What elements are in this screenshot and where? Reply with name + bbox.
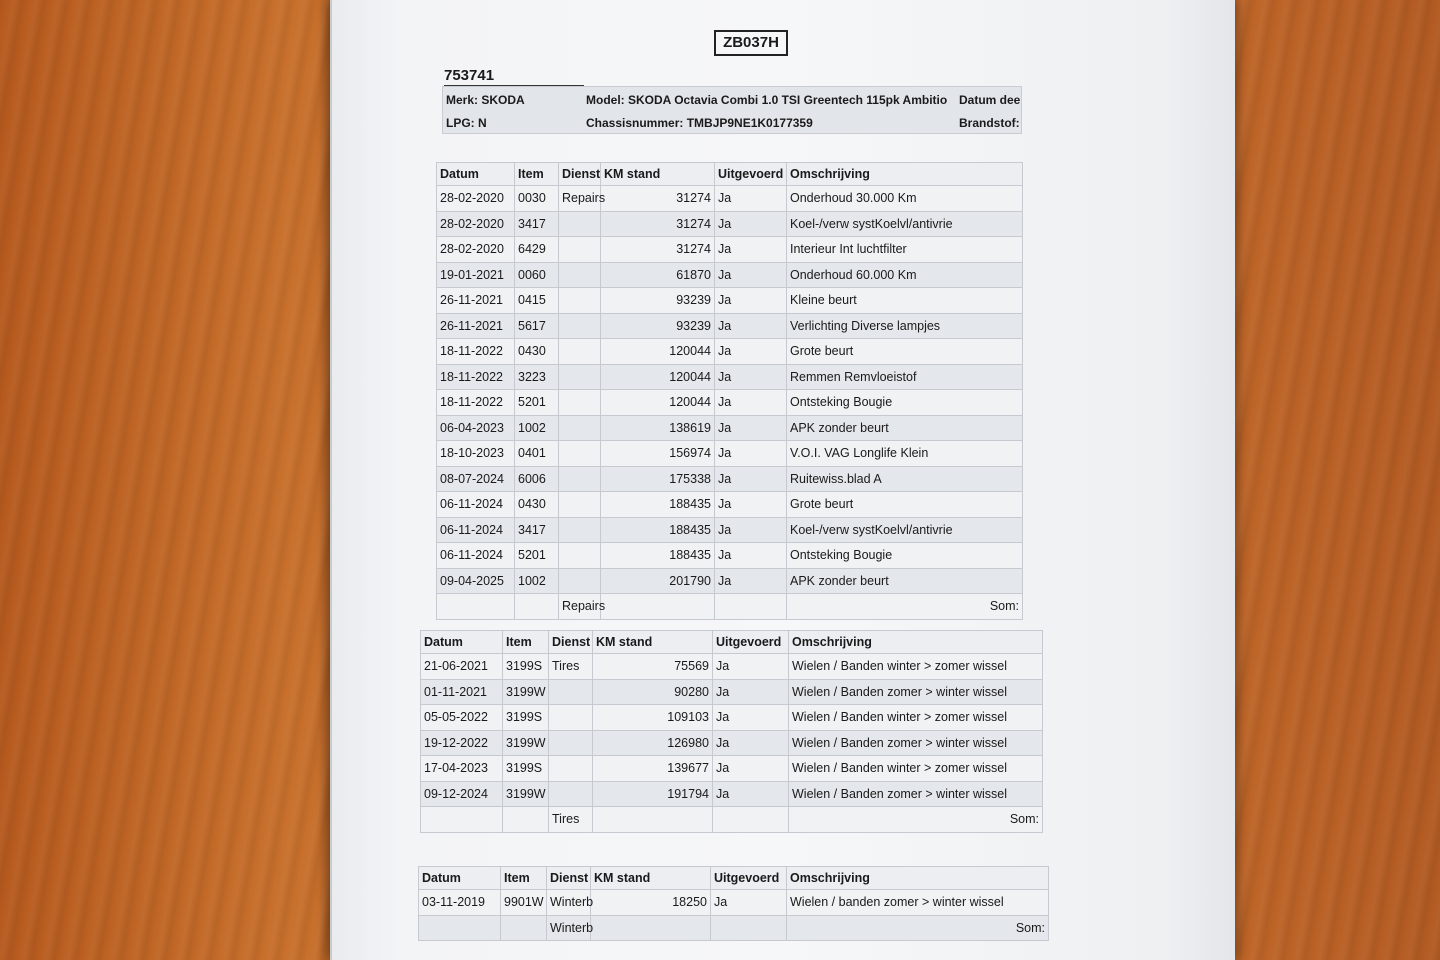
cell-description: Interieur Int luchtfilter [787,237,1023,263]
cell-date: 03-11-2019 [419,890,501,916]
cell-date: 21-06-2021 [421,654,503,680]
cell-km: 90280 [593,679,713,705]
cell-date: 06-11-2024 [437,543,515,569]
footer-service-total: Repairs [559,594,601,620]
service-record-sheet [330,0,1235,960]
cell-done: Ja [715,415,787,441]
cell-done: Ja [715,313,787,339]
cell-done: Ja [711,890,787,916]
cell-item: 3223 [515,364,559,390]
cell-service [559,339,601,365]
cell-done: Ja [713,654,789,680]
column-header-service: Dienst [547,867,591,890]
cell-item: 3199W [503,781,549,807]
column-header-km: KM stand [593,631,713,654]
table-row [437,364,1023,390]
cell-description: Ontsteking Bougie [787,390,1023,416]
column-header-service: Dienst [549,631,593,654]
table-row [437,211,1023,237]
cell-date: 01-11-2021 [421,679,503,705]
table-row [437,415,1023,441]
column-header-km: KM stand [591,867,711,890]
table-row [437,390,1023,416]
footer-service-total: Winterb [547,915,591,941]
cell-km: 120044 [601,390,715,416]
cell-description: APK zonder beurt [787,415,1023,441]
cell-description: Wielen / Banden winter > zomer wissel [789,654,1043,680]
cell-done: Ja [715,466,787,492]
cell-item: 3417 [515,517,559,543]
cell-service [549,756,593,782]
cell-km: 75569 [593,654,713,680]
table-row [437,543,1023,569]
footer-empty-cell [591,915,711,941]
cell-date: 28-02-2020 [437,211,515,237]
cell-description: Kleine beurt [787,288,1023,314]
cell-km: 188435 [601,492,715,518]
table-row [437,339,1023,365]
cell-service [559,492,601,518]
cell-item: 3417 [515,211,559,237]
table-row [437,288,1023,314]
cell-km: 175338 [601,466,715,492]
cell-service: Repairs [559,186,601,212]
column-header-km: KM stand [601,163,715,186]
cell-description: Koel-/verw systKoelvl/antivrie [787,517,1023,543]
vehicle-header [442,86,1022,134]
cell-description: Ontsteking Bougie [787,543,1023,569]
cell-description: Koel-/verw systKoelvl/antivrie [787,211,1023,237]
cell-item: 0060 [515,262,559,288]
column-header-description: Omschrijving [787,163,1023,186]
cell-date: 05-05-2022 [421,705,503,731]
cell-item: 1002 [515,415,559,441]
merk-field: Merk: SKODA [446,93,525,107]
footer-empty-cell [601,594,715,620]
table-footer-row [437,594,1023,620]
cell-date: 09-12-2024 [421,781,503,807]
license-plate: ZB037H [714,30,788,56]
table-header-row [437,163,1023,186]
cell-done: Ja [715,441,787,467]
table-row [437,568,1023,594]
table-footer-row [419,915,1049,941]
cell-service [549,781,593,807]
table-footer-row [421,807,1043,833]
table-row [437,492,1023,518]
cell-date: 18-11-2022 [437,364,515,390]
cell-description: Grote beurt [787,492,1023,518]
cell-done: Ja [715,364,787,390]
cell-service: Tires [549,654,593,680]
cell-done: Ja [715,211,787,237]
cell-date: 28-02-2020 [437,237,515,263]
table-row [437,237,1023,263]
table-row [437,466,1023,492]
cell-description: Onderhoud 60.000 Km [787,262,1023,288]
repairs-table [436,162,1023,620]
cell-done: Ja [715,262,787,288]
cell-done: Ja [713,756,789,782]
cell-item: 3199S [503,654,549,680]
footer-empty-cell [503,807,549,833]
cell-date: 26-11-2021 [437,313,515,339]
cell-item: 0430 [515,339,559,365]
table-row [419,890,1049,916]
cell-km: 61870 [601,262,715,288]
cell-service [559,415,601,441]
table-row [437,262,1023,288]
cell-item: 3199W [503,679,549,705]
cell-done: Ja [715,568,787,594]
footer-sum-label: Som: [789,807,1043,833]
cell-km: 120044 [601,364,715,390]
column-header-item: Item [503,631,549,654]
footer-empty-cell [437,594,515,620]
cell-km: 188435 [601,517,715,543]
column-header-description: Omschrijving [789,631,1043,654]
cell-item: 3199W [503,730,549,756]
cell-description: Ruitewiss.blad A [787,466,1023,492]
column-header-service: Dienst [559,163,601,186]
cell-date: 26-11-2021 [437,288,515,314]
table-row [421,679,1043,705]
cell-description: APK zonder beurt [787,568,1023,594]
footer-empty-cell [593,807,713,833]
cell-item: 0430 [515,492,559,518]
cell-date: 06-11-2024 [437,517,515,543]
cell-done: Ja [715,288,787,314]
cell-item: 9901W [501,890,547,916]
cell-description: Verlichting Diverse lampjes [787,313,1023,339]
table-row [437,441,1023,467]
column-header-done: Uitgevoerd [715,163,787,186]
cell-km: 120044 [601,339,715,365]
table-row [421,730,1043,756]
cell-item: 3199S [503,756,549,782]
table-row [437,517,1023,543]
cell-service [549,679,593,705]
cell-date: 08-07-2024 [437,466,515,492]
cell-description: Remmen Remvloeistof [787,364,1023,390]
cell-done: Ja [715,543,787,569]
cell-item: 3199S [503,705,549,731]
cell-km: 156974 [601,441,715,467]
cell-done: Ja [713,730,789,756]
cell-description: Onderhoud 30.000 Km [787,186,1023,212]
column-header-date: Datum [419,867,501,890]
winter-table [418,866,1049,941]
cell-item: 6006 [515,466,559,492]
cell-date: 06-04-2023 [437,415,515,441]
order-number: 753741 [444,67,584,86]
table-row [421,756,1043,782]
cell-done: Ja [715,390,787,416]
cell-service [559,441,601,467]
cell-km: 31274 [601,237,715,263]
cell-service: Winterb [547,890,591,916]
cell-km: 126980 [593,730,713,756]
cell-done: Ja [715,186,787,212]
cell-description: Wielen / banden zomer > winter wissel [787,890,1049,916]
cell-description: Wielen / Banden winter > zomer wissel [789,705,1043,731]
cell-description: Wielen / Banden winter > zomer wissel [789,756,1043,782]
cell-service [559,466,601,492]
cell-km: 109103 [593,705,713,731]
cell-km: 93239 [601,288,715,314]
cell-done: Ja [713,679,789,705]
table-header-row [421,631,1043,654]
cell-km: 138619 [601,415,715,441]
cell-service [559,568,601,594]
cell-done: Ja [715,517,787,543]
column-header-date: Datum [437,163,515,186]
cell-date: 28-02-2020 [437,186,515,212]
cell-description: Wielen / Banden zomer > winter wissel [789,730,1043,756]
cell-date: 19-12-2022 [421,730,503,756]
cell-done: Ja [715,339,787,365]
cell-km: 191794 [593,781,713,807]
footer-empty-cell [419,915,501,941]
chassis-field: Chassisnummer: TMBJP9NE1K0177359 [586,116,813,130]
cell-description: Wielen / Banden zomer > winter wissel [789,679,1043,705]
cell-item: 5201 [515,390,559,416]
column-header-done: Uitgevoerd [713,631,789,654]
cell-service [559,288,601,314]
model-field: Model: SKODA Octavia Combi 1.0 TSI Greentech 115pk Ambitio [586,93,948,107]
cell-service [559,237,601,263]
column-header-description: Omschrijving [787,867,1049,890]
cell-km: 31274 [601,211,715,237]
cell-description: V.O.I. VAG Longlife Klein [787,441,1023,467]
cell-service [559,313,601,339]
cell-service [559,543,601,569]
table-row [421,654,1043,680]
table-row [421,705,1043,731]
footer-empty-cell [501,915,547,941]
cell-service [559,211,601,237]
cell-done: Ja [713,781,789,807]
footer-service-total: Tires [549,807,593,833]
footer-empty-cell [715,594,787,620]
cell-done: Ja [713,705,789,731]
cell-done: Ja [715,492,787,518]
cell-item: 5617 [515,313,559,339]
cell-service [559,390,601,416]
cell-km: 139677 [593,756,713,782]
table-row [437,313,1023,339]
cell-date: 18-10-2023 [437,441,515,467]
cell-item: 0401 [515,441,559,467]
footer-sum-label: Som: [787,915,1049,941]
cell-km: 201790 [601,568,715,594]
cell-date: 09-04-2025 [437,568,515,594]
footer-empty-cell [421,807,503,833]
cell-service [559,364,601,390]
cell-item: 0415 [515,288,559,314]
cell-date: 19-01-2021 [437,262,515,288]
cell-km: 188435 [601,543,715,569]
cell-date: 06-11-2024 [437,492,515,518]
cell-service [549,730,593,756]
cell-date: 17-04-2023 [421,756,503,782]
cell-km: 18250 [591,890,711,916]
cell-service [549,705,593,731]
cell-km: 93239 [601,313,715,339]
cell-item: 0030 [515,186,559,212]
column-header-done: Uitgevoerd [711,867,787,890]
column-header-date: Datum [421,631,503,654]
cell-done: Ja [715,237,787,263]
cell-description: Grote beurt [787,339,1023,365]
cell-date: 18-11-2022 [437,339,515,365]
cell-service [559,262,601,288]
table-row [421,781,1043,807]
tires-table [420,630,1043,833]
fuel-field: Brandstof: [959,116,1020,130]
table-header-row [419,867,1049,890]
cell-km: 31274 [601,186,715,212]
table-row [437,186,1023,212]
cell-item: 1002 [515,568,559,594]
footer-empty-cell [515,594,559,620]
cell-service [559,517,601,543]
cell-date: 18-11-2022 [437,390,515,416]
datum-field: Datum dee [959,93,1021,107]
cell-item: 6429 [515,237,559,263]
footer-sum-label: Som: [787,594,1023,620]
column-header-item: Item [515,163,559,186]
cell-item: 5201 [515,543,559,569]
footer-empty-cell [713,807,789,833]
lpg-field: LPG: N [446,116,487,130]
cell-description: Wielen / Banden zomer > winter wissel [789,781,1043,807]
footer-empty-cell [711,915,787,941]
column-header-item: Item [501,867,547,890]
